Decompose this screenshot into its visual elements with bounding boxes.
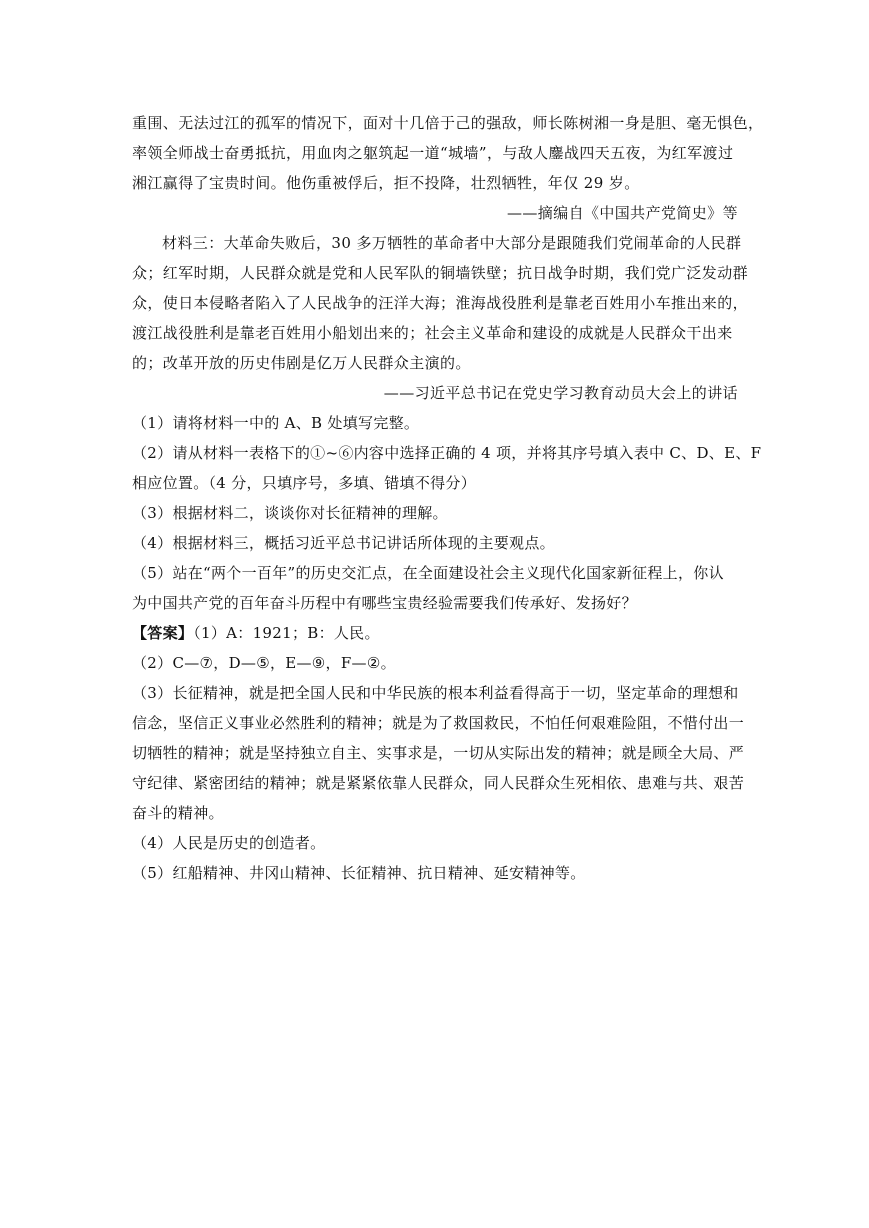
question-3: （3）根据材料二，谈谈你对长征精神的理解。 — [132, 504, 448, 522]
paragraph-line: 重围、无法过江的孤军的情况下，面对十几倍于己的强敌，师长陈树湘一身是胆、毫无惧色， — [132, 114, 764, 132]
question-5-continued: 为中国共产党的百年奋斗历程中有哪些宝贵经验需要我们传承好、发扬好？ — [132, 594, 637, 612]
answer-5: （5）红船精神、井冈山精神、长征精神、抗日精神、延安精神等。 — [132, 864, 586, 882]
answer-1: （1）A：1921；B：人民。 — [193, 624, 380, 642]
answer-label: 【答案】 — [132, 624, 194, 642]
answer-3-line: 守纪律、紧密团结的精神；就是紧紧依靠人民群众，同人民群众生死相依、患难与共、艰苦 — [132, 774, 745, 792]
answer-3-line: 信念，坚信正义事业必然胜利的精神；就是为了救国救民，不怕任何艰难险阻，不惜付出一 — [132, 714, 745, 732]
answer-section — [132, 618, 745, 888]
question-2-continued: 相应位置。（4 分，只填序号，多填、错填不得分） — [132, 474, 477, 492]
paragraph-line: 率领全师战士奋勇抵抗，用血肉之躯筑起一道“城墙”，与敌人鏖战四天五夜，为红军渡过 — [132, 144, 734, 162]
answer-3-line: 奋斗的精神。 — [132, 804, 224, 822]
question-1: （1）请将材料一中的 A、B 处填写完整。 — [132, 414, 420, 432]
question-2: （2）请从材料一表格下的①~⑥内容中选择正确的 4 项，并将其序号填入表中 C、D、E、F — [132, 444, 762, 462]
paragraph-line: 众，使日本侵略者陷入了人民战争的汪洋大海；淮海战役胜利是靠老百姓用小车推出来的， — [132, 294, 749, 312]
material-two-continued — [132, 108, 764, 228]
source-citation: ——习近平总书记在党史学习教育动员大会上的讲话 — [383, 384, 738, 402]
paragraph-line: 的；改革开放的历史伟剧是亿万人民群众主演的。 — [132, 354, 471, 372]
paragraph-line: 材料三：大革命失败后，30 多万牺牲的革命者中大部分是跟随我们党闹革命的人民群 — [162, 234, 742, 252]
questions — [132, 408, 762, 618]
answer-2: （2）C—⑦，D—⑤，E—⑨，F—②。 — [132, 654, 396, 672]
answer-3-line: 切牺牲的精神；就是坚持独立自主、实事求是，一切从实际出发的精神；就是顾全大局、严 — [132, 744, 745, 762]
paragraph-line: 众；红军时期，人民群众就是党和人民军队的铜墙铁壁；抗日战争时期，我们党广泛发动群 — [132, 264, 749, 282]
paragraph-line: 湘江赢得了宝贵时间。他伤重被俘后，拒不投降，壮烈牺牲，年仅 29 岁。 — [132, 174, 640, 192]
paragraph-line: 渡江战役胜利是靠老百姓用小船划出来的；社会主义革命和建设的成就是人民群众干出来 — [132, 324, 733, 342]
question-4: （4）根据材料三，概括习近平总书记讲话所体现的主要观点。 — [132, 534, 555, 552]
question-5: （5）站在“两个一百年”的历史交汇点，在全面建设社会主义现代化国家新征程上，你认 — [132, 564, 724, 582]
source-citation: ——摘编自《中国共产党简史》等 — [506, 204, 738, 222]
answer-3-line: （3）长征精神，就是把全国人民和中华民族的根本利益看得高于一切，坚定革命的理想和 — [132, 684, 739, 702]
answer-1-line — [132, 618, 738, 648]
document-page — [132, 108, 764, 888]
material-three — [132, 228, 749, 408]
answer-4: （4）人民是历史的创造者。 — [132, 834, 326, 852]
